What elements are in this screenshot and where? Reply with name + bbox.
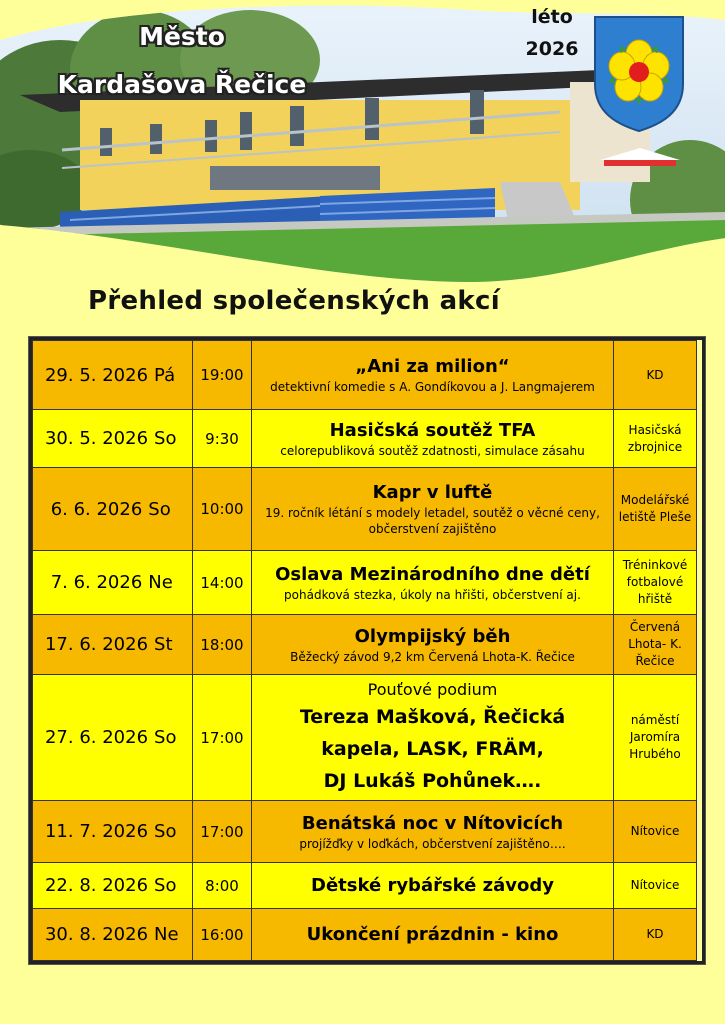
- event-date-cell: [33, 675, 193, 801]
- event-time: 14:00: [193, 551, 252, 615]
- event-title-cell: [252, 341, 614, 410]
- event-place: KD: [614, 341, 697, 410]
- event-date: 7. 6. 2026: [50, 572, 143, 593]
- town-name-line1: Město: [139, 22, 225, 51]
- event-day: So: [154, 727, 177, 748]
- event-place: Hasičská zbrojnice: [614, 410, 697, 468]
- event-description: Běžecký závod 9,2 km Červená Lhota-K. Řečice: [290, 649, 575, 664]
- performers-line-3: DJ Lukáš Pohůnek….: [323, 769, 542, 792]
- event-date-cell: [33, 341, 193, 410]
- event-date-cell: [33, 615, 193, 675]
- event-title-cell: [252, 863, 614, 909]
- event-date: 22. 8. 2026: [44, 875, 149, 896]
- event-date-cell: [33, 410, 193, 468]
- event-row: [33, 468, 697, 551]
- event-day: Ne: [148, 572, 173, 593]
- event-date-cell: [33, 468, 193, 551]
- event-day: Ne: [154, 924, 179, 945]
- event-time: 17:00: [193, 675, 252, 801]
- event-pretitle: Pouťové podium: [367, 679, 498, 699]
- event-row: [33, 909, 697, 961]
- event-title: Kapr v luftě: [372, 482, 493, 503]
- event-description: detektivní komedie s A. Gondíkovou a J. Langmajerem: [270, 380, 595, 394]
- event-day: Pá: [154, 364, 176, 386]
- event-title-cell: [252, 410, 614, 468]
- event-date: 11. 7. 2026: [44, 821, 149, 842]
- event-date: 29. 5. 2026: [44, 364, 149, 386]
- event-time: 10:00: [193, 468, 252, 551]
- event-title-cell: [252, 468, 614, 551]
- event-description: pohádková stezka, úkoly na hřišti, občerstvení aj.: [284, 587, 581, 602]
- event-title-cell: [252, 801, 614, 863]
- performers-line-2: kapela, LASK, FRÄM,: [321, 737, 544, 760]
- event-row: [33, 863, 697, 909]
- town-name-line2: Kardašova Řečice: [57, 70, 307, 99]
- event-title: Ukončení prázdnin - kino: [306, 923, 559, 945]
- event-title: Hasičská soutěž TFA: [329, 419, 536, 441]
- event-place: KD: [614, 909, 697, 961]
- event-place: náměstí Jaromíra Hrubého: [614, 675, 697, 801]
- event-day: So: [154, 428, 177, 449]
- event-title-cell: [252, 615, 614, 675]
- event-time: 16:00: [193, 909, 252, 961]
- event-time: 9:30: [193, 410, 252, 468]
- event-date-cell: [33, 801, 193, 863]
- event-row: [33, 410, 697, 468]
- event-title: Oslava Mezinárodního dne dětí: [275, 563, 590, 585]
- season-year: 2026: [525, 38, 579, 60]
- event-day: So: [148, 498, 171, 520]
- event-row: [33, 341, 697, 410]
- event-place: Tréninkové fotbalové hřiště: [614, 551, 697, 615]
- town-coat-of-arms-icon: [592, 14, 686, 138]
- event-time: 19:00: [193, 341, 252, 410]
- season-label: léto: [531, 6, 573, 28]
- event-title: Benátská noc v Nítovicích: [301, 812, 564, 834]
- event-day: So: [154, 821, 177, 842]
- event-time: 17:00: [193, 801, 252, 863]
- events-table: [29, 337, 705, 964]
- event-description: 19. ročník létání s modely letadel, soutěž o věcné ceny, občerstvení zajištěno: [265, 506, 600, 536]
- event-row: [33, 675, 697, 801]
- event-row: [33, 615, 697, 675]
- event-date-cell: [33, 863, 193, 909]
- event-day: So: [154, 875, 177, 896]
- event-date-cell: [33, 909, 193, 961]
- event-place: Nítovice: [614, 801, 697, 863]
- page-heading: Přehled společenských akcí: [88, 286, 500, 316]
- event-title: Dětské rybářské závody: [311, 874, 554, 896]
- event-title-cell: [252, 675, 614, 801]
- event-row: [33, 801, 697, 863]
- event-day: St: [154, 634, 173, 655]
- event-time: 18:00: [193, 615, 252, 675]
- event-date: 6. 6. 2026: [50, 498, 143, 520]
- event-title: Olympijský běh: [354, 625, 511, 647]
- event-date-cell: [33, 551, 193, 615]
- event-title: „Ani za milion“: [355, 356, 510, 377]
- event-description: projížďky v loďkách, občerstvení zajištěno….: [299, 836, 566, 851]
- event-place: Modelářské letiště Pleše: [614, 468, 697, 551]
- performers-line-1: Tereza Mašková, Řečická: [299, 705, 566, 728]
- event-date: 27. 6. 2026: [44, 727, 149, 748]
- event-date: 17. 6. 2026: [44, 634, 149, 655]
- event-place: Nítovice: [614, 863, 697, 909]
- event-title-cell: [252, 909, 614, 961]
- event-row: [33, 551, 697, 615]
- event-date: 30. 8. 2026: [44, 924, 149, 945]
- event-place: Červená Lhota- K. Řečice: [614, 615, 697, 675]
- event-description: celorepubliková soutěž zdatnosti, simulace zásahu: [280, 443, 585, 458]
- event-time: 8:00: [193, 863, 252, 909]
- event-title-cell: [252, 551, 614, 615]
- event-date: 30. 5. 2026: [44, 428, 149, 449]
